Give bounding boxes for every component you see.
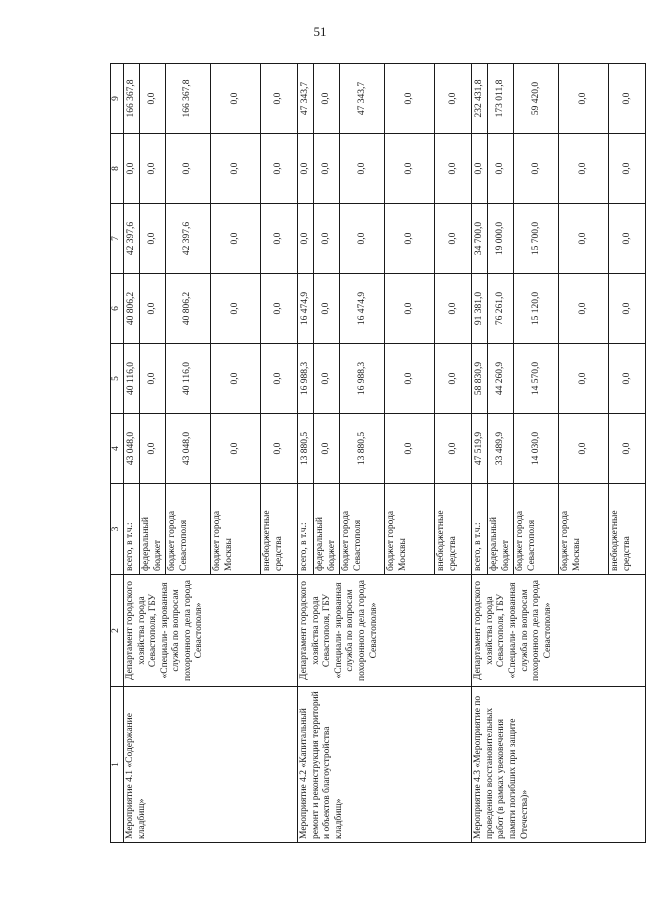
- value-cell: 0,0: [140, 414, 166, 484]
- value-cell: 0,0: [140, 344, 166, 414]
- value-cell: 0,0: [559, 204, 609, 274]
- value-cell: 34 700,0: [472, 204, 488, 274]
- column-number: 1: [111, 687, 124, 843]
- value-cell: 0,0: [314, 64, 340, 134]
- column-number: 9: [111, 64, 124, 134]
- value-cell: 0,0: [559, 64, 609, 134]
- value-cell: 0,0: [609, 64, 646, 134]
- value-cell: 173 011,8: [488, 64, 514, 134]
- funding-source-cell: бюджет города Севастополя: [340, 484, 385, 575]
- measure-cell: Мероприятие 4.2 «Капитальный ремонт и реконструкция территорий и объектов благоустройства кладбищ»: [298, 687, 472, 843]
- value-cell: 0,0: [559, 344, 609, 414]
- column-number: 4: [111, 414, 124, 484]
- value-cell: 0,0: [314, 204, 340, 274]
- column-number: 8: [111, 134, 124, 204]
- value-cell: 0,0: [140, 134, 166, 204]
- value-cell: 0,0: [559, 414, 609, 484]
- value-cell: 166 367,8: [166, 64, 211, 134]
- funding-source-cell: бюджет города Севастополя: [166, 484, 211, 575]
- funding-source-cell: бюджет города Севастополя: [514, 484, 559, 575]
- value-cell: 0,0: [211, 204, 261, 274]
- value-cell: 0,0: [261, 274, 298, 344]
- value-cell: 16 474,9: [298, 274, 314, 344]
- value-cell: 0,0: [211, 344, 261, 414]
- value-cell: 0,0: [211, 414, 261, 484]
- value-cell: 0,0: [140, 274, 166, 344]
- value-cell: 0,0: [472, 134, 488, 204]
- executor-cell: Департамент городского хозяйства города Севастополя, ГБУ «Специали- зированная служба по вопросам похоронного дела города Севастополя»: [298, 575, 472, 687]
- funding-source-cell: федеральный бюджет: [140, 484, 166, 575]
- value-cell: 0,0: [488, 134, 514, 204]
- column-number: 6: [111, 274, 124, 344]
- value-cell: 0,0: [211, 64, 261, 134]
- value-cell: 0,0: [609, 134, 646, 204]
- value-cell: 0,0: [140, 64, 166, 134]
- value-cell: 47 343,7: [340, 64, 385, 134]
- value-cell: 16 988,3: [340, 344, 385, 414]
- value-cell: 0,0: [314, 134, 340, 204]
- value-cell: 0,0: [385, 274, 435, 344]
- value-cell: 0,0: [559, 134, 609, 204]
- value-cell: 0,0: [609, 274, 646, 344]
- value-cell: 0,0: [435, 64, 472, 134]
- value-cell: 0,0: [609, 414, 646, 484]
- value-cell: 42 397,6: [166, 204, 211, 274]
- value-cell: 13 880,5: [340, 414, 385, 484]
- funding-source-cell: федеральный бюджет: [488, 484, 514, 575]
- column-number: 7: [111, 204, 124, 274]
- value-cell: 0,0: [140, 204, 166, 274]
- value-cell: 0,0: [261, 414, 298, 484]
- value-cell: 15 120,0: [514, 274, 559, 344]
- value-cell: 40 116,0: [166, 344, 211, 414]
- funding-source-cell: бюджет города Москвы: [211, 484, 261, 575]
- value-cell: 59 420,0: [514, 64, 559, 134]
- value-cell: 0,0: [261, 344, 298, 414]
- value-cell: 0,0: [435, 414, 472, 484]
- value-cell: 0,0: [385, 134, 435, 204]
- value-cell: 0,0: [211, 134, 261, 204]
- funding-source-cell: всего, в т.ч.:: [124, 484, 140, 575]
- table-row: [472, 64, 488, 843]
- funding-source-cell: федеральный бюджет: [314, 484, 340, 575]
- table-row: [124, 64, 140, 843]
- funding-source-cell: внебюджетные средства: [435, 484, 472, 575]
- table-row: [298, 64, 314, 843]
- value-cell: 0,0: [166, 134, 211, 204]
- value-cell: 0,0: [514, 134, 559, 204]
- value-cell: 16 474,9: [340, 274, 385, 344]
- value-cell: 44 260,9: [488, 344, 514, 414]
- value-cell: 47 519,9: [472, 414, 488, 484]
- value-cell: 43 048,0: [166, 414, 211, 484]
- measure-cell: Мероприятие 4.1 «Содержание кладбищ»: [124, 687, 298, 843]
- column-number-row: [111, 64, 124, 843]
- value-cell: 16 988,3: [298, 344, 314, 414]
- column-number: 3: [111, 484, 124, 575]
- funding-table: [110, 63, 646, 843]
- value-cell: 33 489,9: [488, 414, 514, 484]
- value-cell: 0,0: [298, 204, 314, 274]
- executor-cell: Департамент городского хозяйства города Севастополя, ГБУ «Специали- зированная служба по вопросам похоронного дела города Севастополя»: [472, 575, 646, 687]
- value-cell: 0,0: [340, 134, 385, 204]
- value-cell: 0,0: [559, 274, 609, 344]
- value-cell: 0,0: [609, 204, 646, 274]
- value-cell: 0,0: [435, 134, 472, 204]
- value-cell: 13 880,5: [298, 414, 314, 484]
- value-cell: 0,0: [314, 344, 340, 414]
- value-cell: 40 116,0: [124, 344, 140, 414]
- funding-source-cell: внебюджетные средства: [609, 484, 646, 575]
- value-cell: 14 570,0: [514, 344, 559, 414]
- value-cell: 76 261,0: [488, 274, 514, 344]
- value-cell: 0,0: [314, 274, 340, 344]
- page-number: 51: [313, 24, 327, 39]
- value-cell: 0,0: [435, 204, 472, 274]
- value-cell: 0,0: [261, 64, 298, 134]
- value-cell: 0,0: [385, 204, 435, 274]
- funding-table-body: [111, 64, 646, 843]
- value-cell: 0,0: [211, 274, 261, 344]
- value-cell: 19 000,0: [488, 204, 514, 274]
- value-cell: 0,0: [435, 274, 472, 344]
- value-cell: 0,0: [261, 134, 298, 204]
- value-cell: 0,0: [435, 344, 472, 414]
- value-cell: 232 431,8: [472, 64, 488, 134]
- value-cell: 58 830,9: [472, 344, 488, 414]
- value-cell: 166 367,8: [124, 64, 140, 134]
- funding-source-cell: всего, в т.ч.:: [472, 484, 488, 575]
- value-cell: 0,0: [298, 134, 314, 204]
- value-cell: 42 397,6: [124, 204, 140, 274]
- funding-source-cell: бюджет города Москвы: [559, 484, 609, 575]
- value-cell: 0,0: [124, 134, 140, 204]
- value-cell: 0,0: [314, 414, 340, 484]
- value-cell: 0,0: [385, 414, 435, 484]
- executor-cell: Департамент городского хозяйства города Севастополя, ГБУ «Специали- зированная служба по вопросам похоронного дела города Севастополя»: [124, 575, 298, 687]
- value-cell: 0,0: [340, 204, 385, 274]
- funding-source-cell: всего, в т.ч.:: [298, 484, 314, 575]
- column-number: 2: [111, 575, 124, 687]
- table-wrapper: [110, 64, 633, 843]
- funding-source-cell: бюджет города Москвы: [385, 484, 435, 575]
- value-cell: 43 048,0: [124, 414, 140, 484]
- rotated-table-container: [110, 64, 633, 843]
- value-cell: 0,0: [609, 344, 646, 414]
- value-cell: 91 381,0: [472, 274, 488, 344]
- value-cell: 40 806,2: [166, 274, 211, 344]
- funding-source-cell: внебюджетные средства: [261, 484, 298, 575]
- column-number: 5: [111, 344, 124, 414]
- value-cell: 47 343,7: [298, 64, 314, 134]
- measure-cell: Мероприятие 4.3 «Мероприятие по проведению восстановительных работ (в рамках увековечения памяти погибших при защите Отечества)»: [472, 687, 646, 843]
- value-cell: 0,0: [385, 344, 435, 414]
- value-cell: 40 806,2: [124, 274, 140, 344]
- value-cell: 0,0: [385, 64, 435, 134]
- value-cell: 14 030,0: [514, 414, 559, 484]
- value-cell: 0,0: [261, 204, 298, 274]
- value-cell: 15 700,0: [514, 204, 559, 274]
